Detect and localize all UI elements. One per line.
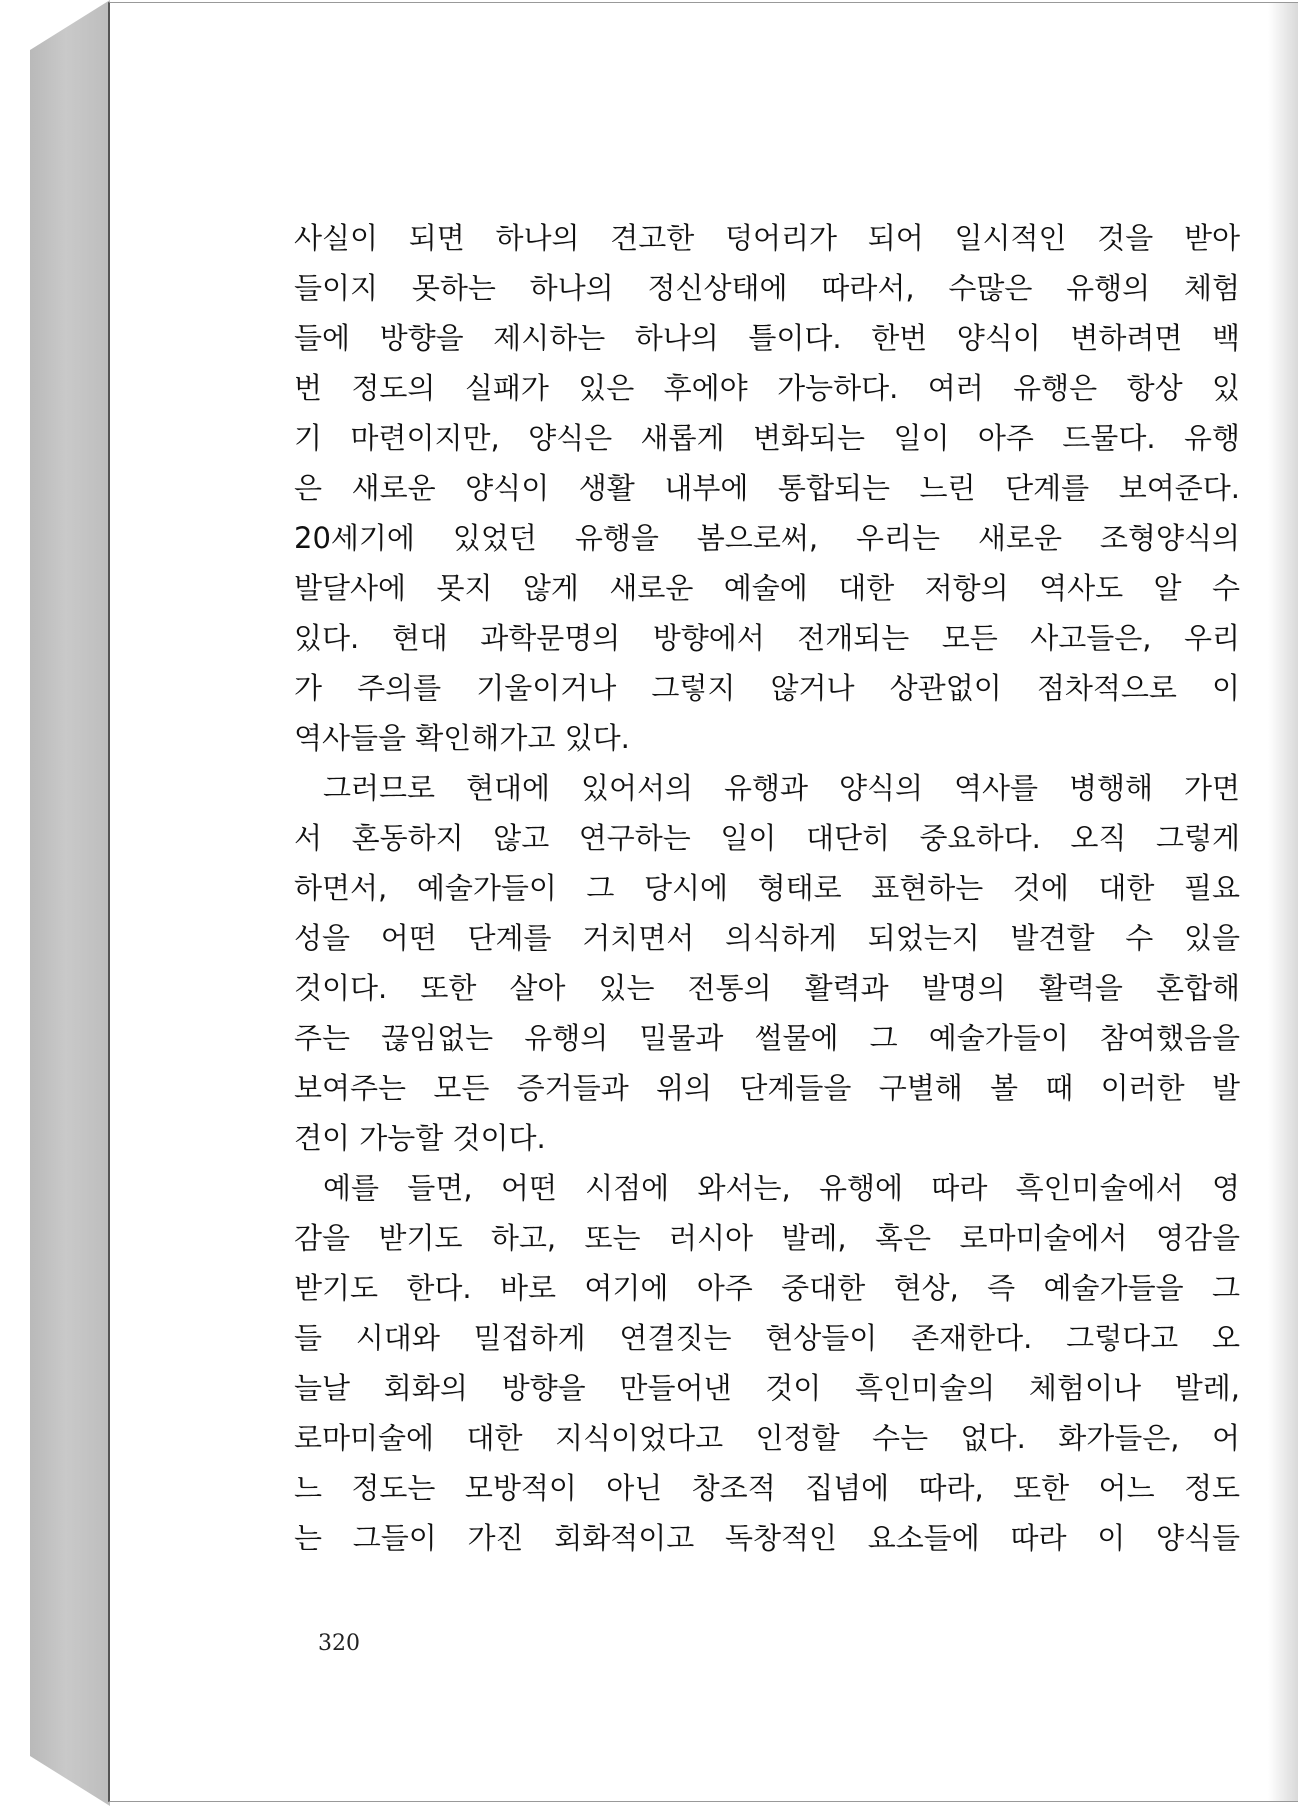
text-line: 받기도 한다. 바로 여기에 아주 중대한 현상, 즉 예술가들을 그 (294, 1271, 1240, 1305)
text-line: 들 시대와 밀접하게 연결짓는 현상들이 존재한다. 그렇다고 오 (294, 1321, 1240, 1355)
text-line: 사실이 되면 하나의 견고한 덩어리가 되어 일시적인 것을 받아 (294, 221, 1240, 255)
text-line: 느 정도는 모방적이 아닌 창조적 집념에 따라, 또한 어느 정도 (294, 1471, 1240, 1505)
text-line: 예를 들면, 어떤 시점에 와서는, 유행에 따라 흑인미술에서 영 (323, 1171, 1240, 1205)
text-line: 늘날 회화의 방향을 만들어낸 것이 흑인미술의 체험이나 발레, (294, 1371, 1240, 1405)
body-text (294, 213, 1240, 1563)
text-line: 것이다. 또한 살아 있는 전통의 활력과 발명의 활력을 혼합해 (294, 971, 1240, 1005)
text-line: 번 정도의 실패가 있은 후에야 가능하다. 여러 유행은 항상 있 (294, 371, 1240, 405)
text-line: 보여주는 모든 증거들과 위의 단계들을 구별해 볼 때 이러한 발 (294, 1071, 1240, 1105)
text-line: 들이지 못하는 하나의 정신상태에 따라서, 수많은 유행의 체험 (294, 271, 1240, 305)
text-line: 은 새로운 양식이 생활 내부에 통합되는 느린 단계를 보여준다. (294, 471, 1240, 505)
text-line: 20세기에 있었던 유행을 봄으로써, 우리는 새로운 조형양식의 (294, 521, 1240, 555)
text-line: 가 주의를 기울이거나 그렇지 않거나 상관없이 점차적으로 이 (294, 671, 1240, 705)
book-spine (30, 0, 110, 1806)
text-line: 로마미술에 대한 지식이었다고 인정할 수는 없다. 화가들은, 어 (294, 1421, 1240, 1455)
text-line: 주는 끊임없는 유행의 밀물과 썰물에 그 예술가들이 참여했음을 (294, 1021, 1240, 1055)
text-line: 들에 방향을 제시하는 하나의 틀이다. 한번 양식이 변하려면 백 (294, 321, 1240, 355)
text-line: 발달사에 못지 않게 새로운 예술에 대한 저항의 역사도 알 수 (294, 571, 1240, 605)
text-line: 있다. 현대 과학문명의 방향에서 전개되는 모든 사고들은, 우리 (294, 621, 1240, 655)
page-number: 320 (318, 1631, 360, 1656)
text-line: 하면서, 예술가들이 그 당시에 형태로 표현하는 것에 대한 필요 (294, 871, 1240, 905)
text-line: 그러므로 현대에 있어서의 유행과 양식의 역사를 병행해 가면 (323, 771, 1240, 805)
text-line: 견이 가능할 것이다. (294, 1121, 546, 1155)
page-edge-shadow (1268, 3, 1298, 1801)
text-line: 성을 어떤 단계를 거치면서 의식하게 되었는지 발견할 수 있을 (294, 921, 1240, 955)
text-line: 서 혼동하지 않고 연구하는 일이 대단히 중요하다. 오직 그렇게 (294, 821, 1240, 855)
text-line: 기 마련이지만, 양식은 새롭게 변화되는 일이 아주 드물다. 유행 (294, 421, 1240, 455)
text-line: 역사들을 확인해가고 있다. (294, 721, 630, 755)
book-page (108, 2, 1298, 1802)
text-line: 는 그들이 가진 회화적이고 독창적인 요소들에 따라 이 양식들 (294, 1521, 1240, 1555)
text-line: 감을 받기도 하고, 또는 러시아 발레, 혹은 로마미술에서 영감을 (294, 1221, 1240, 1255)
